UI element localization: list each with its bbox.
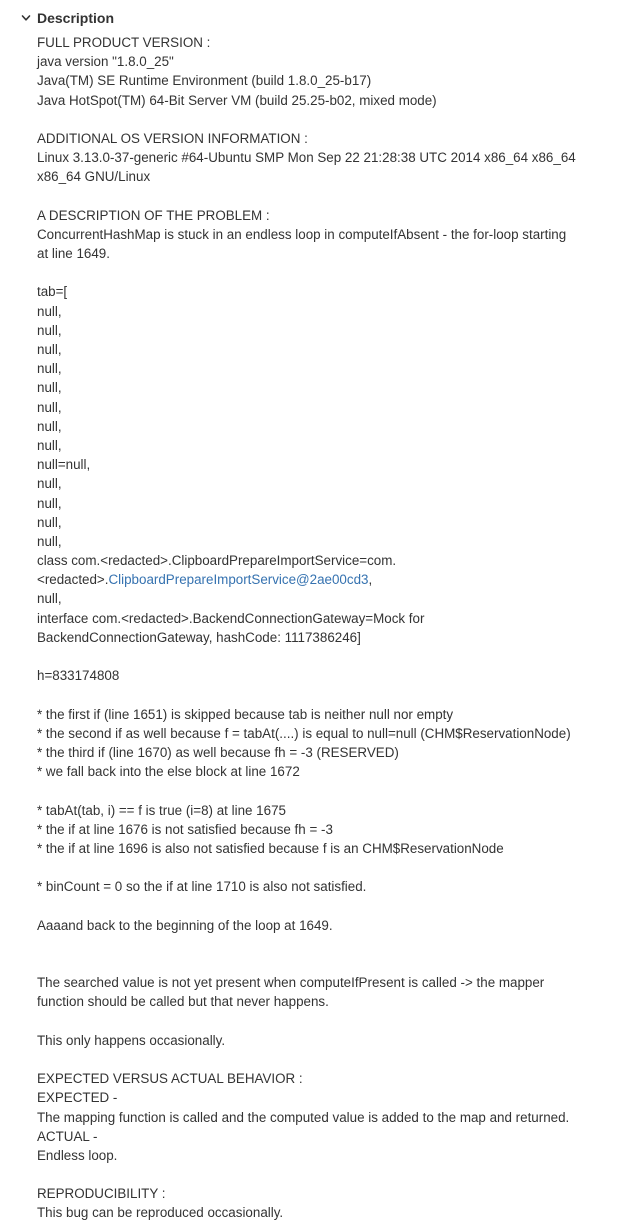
blank-line — [37, 187, 633, 206]
description-text: Java HotSpot(TM) 64-Bit Server VM (build 25.25-b02, mixed mode) — [37, 92, 437, 108]
description-line — [37, 321, 633, 340]
description-line — [37, 378, 633, 397]
description-line — [37, 589, 633, 608]
description-text: interface com.<redacted>.BackendConnectionGateway=Mock for — [37, 610, 425, 626]
description-line — [37, 167, 633, 186]
description-line — [37, 609, 633, 628]
description-text: This only happens occasionally. — [37, 1032, 226, 1048]
description-text-suffix: , — [368, 572, 373, 588]
chevron-down-icon[interactable] — [18, 10, 34, 26]
description-text: null, — [37, 342, 62, 357]
description-text: FULL PRODUCT VERSION : — [37, 35, 211, 50]
description-line — [37, 417, 633, 436]
description-text: null, — [37, 303, 62, 319]
blank-line — [37, 1165, 633, 1184]
description-line — [37, 1184, 633, 1203]
description-text: BackendConnectionGateway, hashCode: 1117386246] — [37, 629, 361, 645]
description-text: null, — [37, 399, 62, 415]
section-title: Description — [37, 10, 115, 26]
blank-line — [37, 110, 633, 129]
description-section-toggle[interactable] — [18, 8, 114, 28]
description-line — [37, 1069, 633, 1088]
description-text: null, — [37, 322, 62, 338]
blank-line — [37, 781, 633, 800]
description-line — [37, 1031, 633, 1050]
blank-line — [37, 1012, 633, 1031]
blank-line — [37, 935, 633, 954]
description-text: null, — [37, 380, 62, 396]
description-body — [37, 33, 633, 1223]
description-line — [37, 1088, 633, 1107]
description-link[interactable]: ClipboardPrepareImportService@2ae00cd3 — [108, 572, 369, 588]
description-line — [37, 1108, 633, 1127]
description-text: * the second if as well because f = tabAt(....) is equal to null=null (CHM$ReservationNode) — [37, 725, 571, 741]
description-text: * we fall back into the else block at line 1672 — [37, 764, 300, 780]
description-line — [37, 973, 633, 992]
description-text: null, — [37, 591, 62, 607]
description-line — [37, 762, 633, 781]
description-line — [37, 570, 633, 589]
description-text: Java(TM) SE Runtime Environment (build 1.8.0_25-b17) — [37, 73, 372, 89]
description-text: Linux 3.13.0-37-generic #64-Ubuntu SMP Mon Sep 22 21:28:38 UTC 2014 x86_64 x86_64 — [37, 150, 576, 166]
description-text: * binCount = 0 so the if at line 1710 is also not satisfied. — [37, 879, 367, 895]
description-text: * tabAt(tab, i) == f is true (i=8) at line 1675 — [37, 802, 286, 818]
description-line — [37, 340, 633, 359]
description-line — [37, 877, 633, 896]
description-text: REPRODUCIBILITY : — [37, 1186, 166, 1202]
description-line — [37, 743, 633, 762]
description-line — [37, 494, 633, 513]
description-text: null, — [37, 437, 62, 453]
description-text: null, — [37, 514, 62, 530]
description-line — [37, 839, 633, 858]
description-text: Endless loop. — [37, 1147, 118, 1163]
description-line — [37, 436, 633, 455]
description-text: The searched value is not yet present when computeIfPresent is called -> the mapper — [37, 975, 545, 991]
description-line — [37, 71, 633, 90]
description-line — [37, 1127, 633, 1146]
description-text: null, — [37, 418, 62, 434]
description-text: null, — [37, 476, 62, 492]
description-line — [37, 91, 633, 110]
blank-line — [37, 858, 633, 877]
description-text: at line 1649. — [37, 246, 110, 262]
description-text: The mapping function is called and the computed value is added to the map and returned. — [37, 1109, 570, 1125]
description-text: tab=[ — [37, 284, 68, 300]
description-text: null, — [37, 361, 62, 377]
description-line — [37, 628, 633, 647]
description-line — [37, 916, 633, 935]
description-line — [37, 148, 633, 167]
description-text: x86_64 GNU/Linux — [37, 169, 151, 185]
description-line — [37, 474, 633, 493]
description-line — [37, 513, 633, 532]
description-text: ACTUAL - — [37, 1128, 98, 1144]
description-line — [37, 52, 633, 71]
description-line — [37, 820, 633, 839]
description-line — [37, 359, 633, 378]
description-text: This bug can be reproduced occasionally. — [37, 1205, 284, 1221]
description-line — [37, 33, 633, 52]
blank-line — [37, 647, 633, 666]
description-line — [37, 244, 633, 263]
description-text: null, — [37, 533, 62, 549]
description-line — [37, 532, 633, 551]
description-line — [37, 705, 633, 724]
description-text: java version "1.8.0_25" — [37, 54, 174, 70]
description-text: null, — [37, 495, 62, 511]
description-line — [37, 666, 633, 685]
description-text: EXPECTED - — [37, 1090, 118, 1106]
description-line — [37, 282, 633, 301]
description-line — [37, 302, 633, 321]
description-text: null=null, — [37, 457, 91, 473]
description-text: h=833174808 — [37, 668, 120, 684]
description-line — [37, 398, 633, 417]
description-line — [37, 455, 633, 474]
description-text: ConcurrentHashMap is stuck in an endless loop in computeIfAbsent - the for-loop starting — [37, 226, 567, 242]
description-text: EXPECTED VERSUS ACTUAL BEHAVIOR : — [37, 1071, 303, 1087]
description-line — [37, 1146, 633, 1165]
description-text: class com.<redacted>.ClipboardPrepareImportService=com. — [37, 553, 397, 569]
description-text: function should be called but that never happens. — [37, 994, 329, 1010]
description-text: <redacted>. — [37, 572, 109, 588]
description-text: ADDITIONAL OS VERSION INFORMATION : — [37, 130, 308, 146]
description-text: * the if at line 1696 is also not satisfied because f is an CHM$ReservationNode — [37, 840, 504, 856]
description-line — [37, 801, 633, 820]
description-text: A DESCRIPTION OF THE PROBLEM : — [37, 207, 270, 223]
description-line — [37, 129, 633, 148]
description-line — [37, 1203, 633, 1222]
blank-line — [37, 954, 633, 973]
description-text: * the first if (line 1651) is skipped because tab is neither null nor empty — [37, 706, 454, 722]
blank-line — [37, 896, 633, 915]
description-line — [37, 992, 633, 1011]
blank-line — [37, 685, 633, 704]
description-line — [37, 225, 633, 244]
description-line — [37, 724, 633, 743]
description-text: * the third if (line 1670) as well because fh = -3 (RESERVED) — [37, 744, 399, 760]
blank-line — [37, 263, 633, 282]
description-text: Aaaand back to the beginning of the loop at 1649. — [37, 917, 333, 933]
description-line — [37, 206, 633, 225]
description-line — [37, 551, 633, 570]
blank-line — [37, 1050, 633, 1069]
description-text: * the if at line 1676 is not satisfied because fh = -3 — [37, 821, 333, 837]
